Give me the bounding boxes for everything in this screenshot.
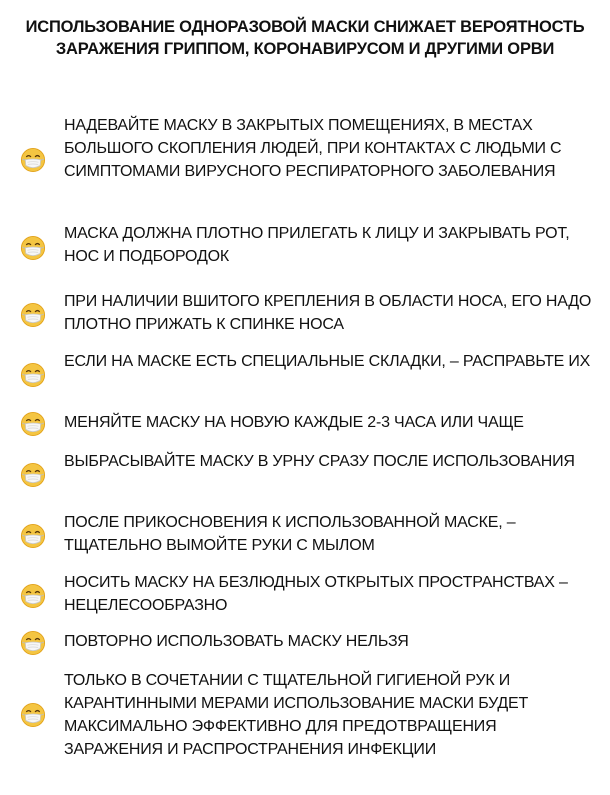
list-item-text: ПРИ НАЛИЧИИ ВШИТОГО КРЕПЛЕНИЯ В ОБЛАСТИ НОСА, ЕГО НАДО ПЛОТНО ПРИЖАТЬ К СПИНКЕ НОСА: [64, 293, 592, 333]
list-item-text: ЕСЛИ НА МАСКЕ ЕСТЬ СПЕЦИАЛЬНЫЕ СКЛАДКИ, – РАСПРАВЬТЕ ИХ: [64, 353, 591, 370]
list-item-text: МЕНЯЙТЕ МАСКУ НА НОВУЮ КАЖДЫЕ 2-3 ЧАСА ИЛИ ЧАЩЕ: [64, 414, 524, 431]
face-with-medical-mask-icon: [20, 702, 46, 728]
list-item-text: НОСИТЬ МАСКУ НА БЕЗЛЮДНЫХ ОТКРЫТЫХ ПРОСТРАНСТВАХ – НЕЦЕЛЕСООБРАЗНО: [64, 574, 568, 614]
page-title: ИСПОЛЬЗОВАНИЕ ОДНОРАЗОВОЙ МАСКИ СНИЖАЕТ ВЕРОЯТНОСТЬ ЗАРАЖЕНИЯ ГРИППОМ, КОРОНАВИРУСОМ И ДРУГИМИ ОРВИ: [25, 18, 585, 58]
face-with-medical-mask-icon: [20, 583, 46, 609]
list-item-text: ТОЛЬКО В СОЧЕТАНИИ С ТЩАТЕЛЬНОЙ ГИГИЕНОЙ РУК И КАРАНТИННЫМИ МЕРАМИ ИСПОЛЬЗОВАНИЕ МАСКИ БУДЕТ МАКСИМАЛЬНО ЭФФЕКТИВНО ДЛЯ ПРЕДОТВРАЩЕНИЯ ЗАРАЖЕНИЯ И РАСПРОСТРАНЕНИЯ ИНФЕКЦИИ: [64, 672, 529, 758]
face-with-medical-mask-icon: [20, 411, 46, 437]
face-with-medical-mask-icon: [20, 462, 46, 488]
face-with-medical-mask-icon: [20, 302, 46, 328]
face-with-medical-mask-icon: [20, 362, 46, 388]
list-item-text: ВЫБРАСЫВАЙТЕ МАСКУ В УРНУ СРАЗУ ПОСЛЕ ИСПОЛЬЗОВАНИЯ: [64, 453, 575, 470]
list-item-text: ПОСЛЕ ПРИКОСНОВЕНИЯ К ИСПОЛЬЗОВАННОЙ МАСКЕ, – ТЩАТЕЛЬНО ВЫМОЙТЕ РУКИ С МЫЛОМ: [64, 514, 516, 554]
list-item-text: НАДЕВАЙТЕ МАСКУ В ЗАКРЫТЫХ ПОМЕЩЕНИЯХ, В МЕСТАХ БОЛЬШОГО СКОПЛЕНИЯ ЛЮДЕЙ, ПРИ КОНТАКТАХ С ЛЮДЬМИ С СИМПТОМАМИ ВИРУСНОГО РЕСПИРАТОРНОГО ЗАБОЛЕВАНИЯ: [64, 117, 562, 180]
face-with-medical-mask-icon: [20, 630, 46, 656]
list-item-text: МАСКА ДОЛЖНА ПЛОТНО ПРИЛЕГАТЬ К ЛИЦУ И ЗАКРЫВАТЬ РОТ, НОС И ПОДБОРОДОК: [64, 225, 570, 265]
face-with-medical-mask-icon: [20, 523, 46, 549]
face-with-medical-mask-icon: [20, 147, 46, 173]
list-item-text: ПОВТОРНО ИСПОЛЬЗОВАТЬ МАСКУ НЕЛЬЗЯ: [64, 633, 409, 650]
face-with-medical-mask-icon: [20, 235, 46, 261]
